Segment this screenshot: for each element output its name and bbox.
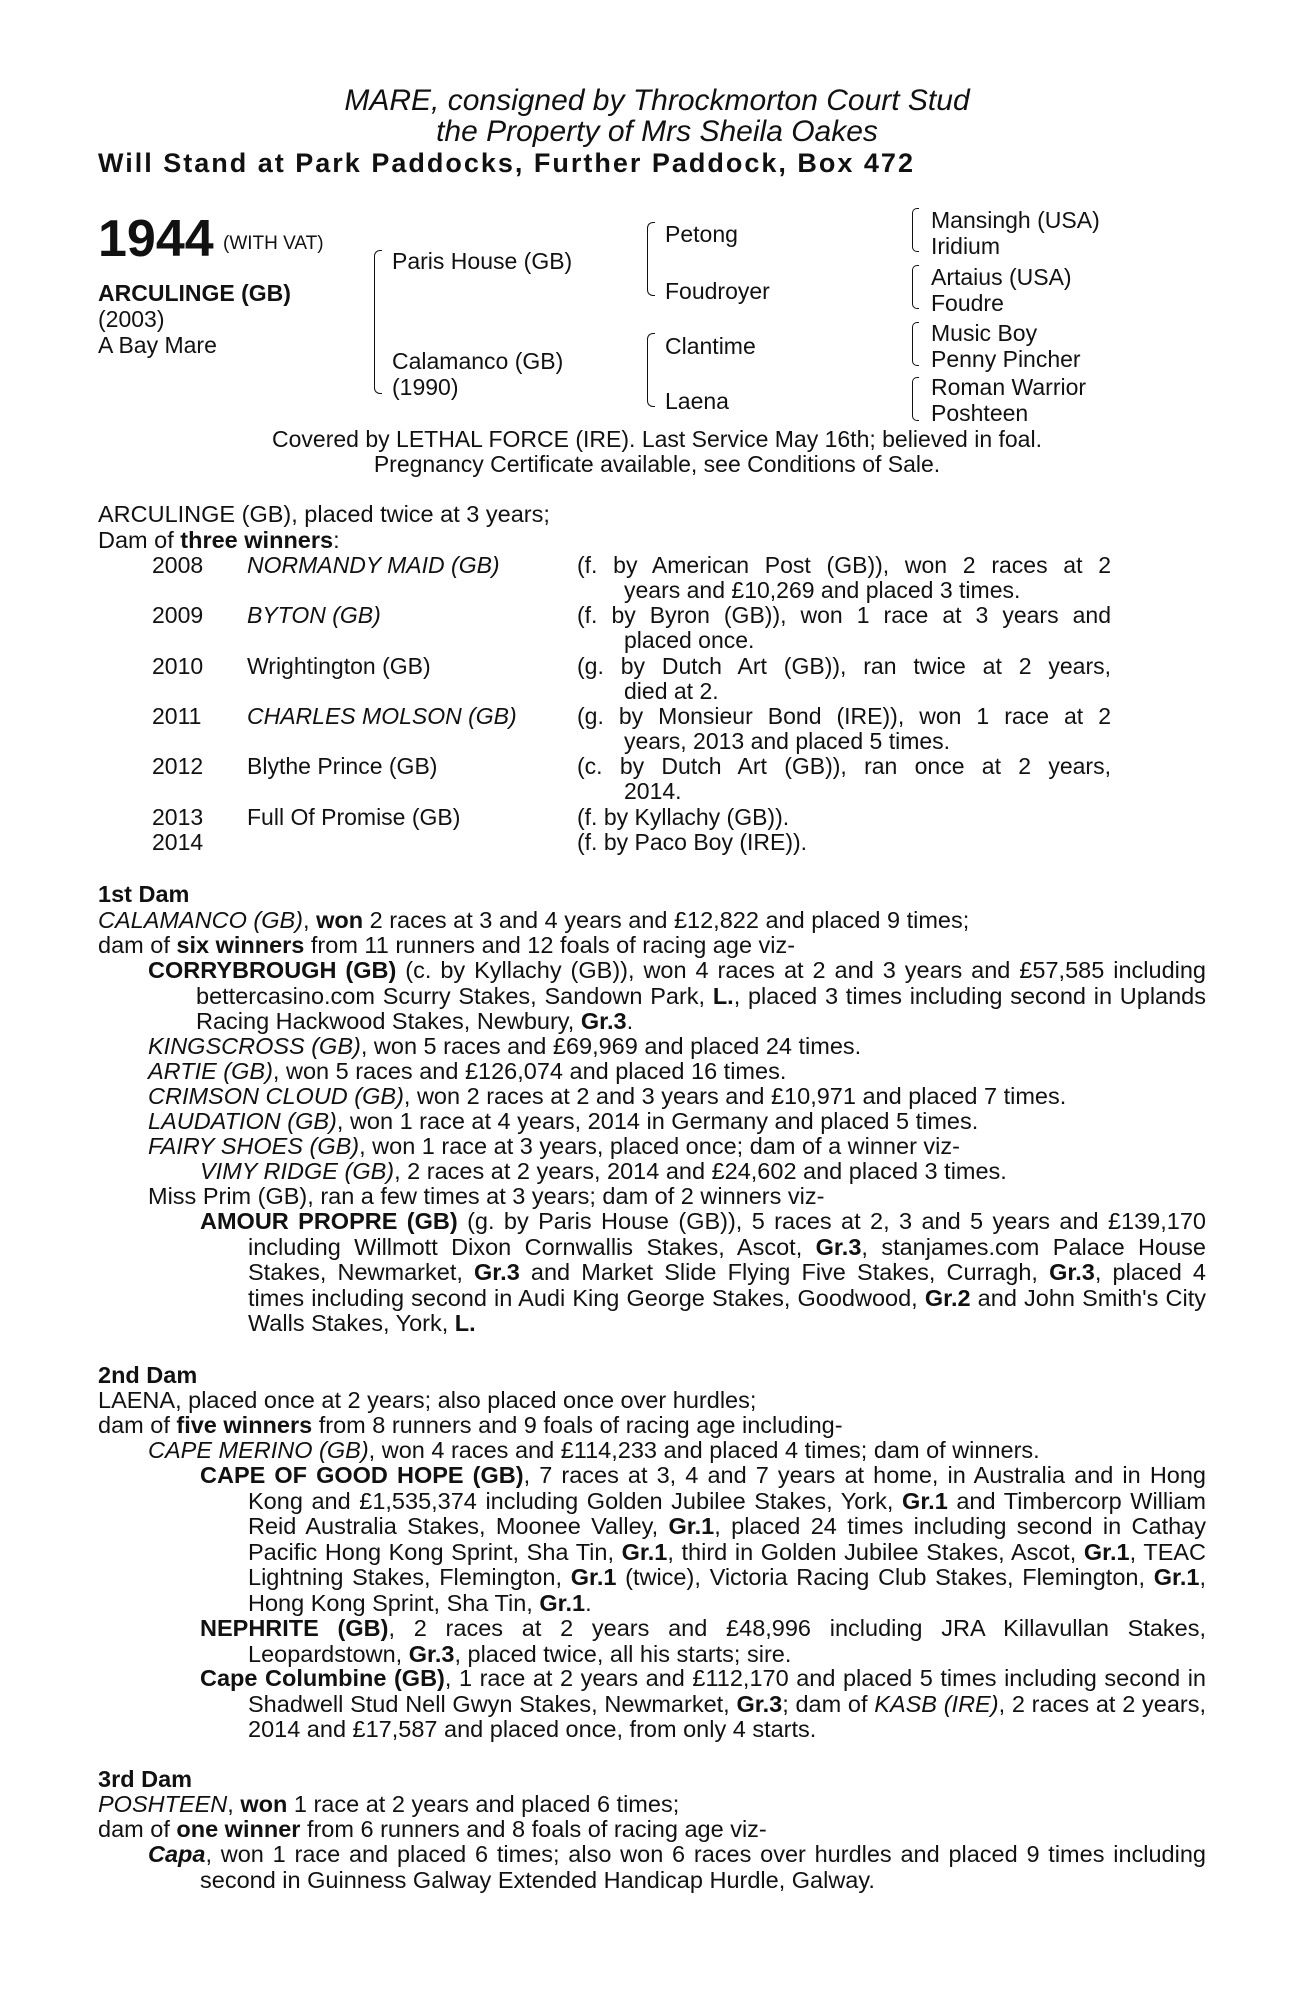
group-label: Gr.3 (815, 1233, 862, 1260)
second-dam-heading: 2nd Dam (98, 1362, 198, 1388)
produce-year: 2008 (152, 552, 204, 578)
header-line-3: Will Stand at Park Paddocks, Further Paddock, Box 472 (98, 148, 915, 178)
pedigree-brace (374, 250, 382, 394)
corrybrough-end: . (626, 1008, 634, 1034)
vat-note: (WITH VAT) (223, 233, 324, 254)
dam-of-pre: Dam of (98, 527, 181, 553)
group-label: Gr.3 (474, 1259, 520, 1285)
group-label: Gr.3 (408, 1640, 455, 1667)
separator: , (227, 1791, 241, 1817)
cgh-text-5: , TEAC Lightning Stakes, Flemington, (248, 1538, 1207, 1590)
cgh-text-7: , Hong Kong Sprint, Sha Tin, (248, 1564, 1206, 1616)
nephrite-entry (200, 1616, 1206, 1667)
record-line: ARCULINGE (GB), placed twice at 3 years; (98, 501, 550, 527)
group-label: Gr.1 (1153, 1564, 1200, 1590)
corrybrough-text: (c. by Kyllachy (GB)), won 4 races at 2 and 3 years and £57,585 including bettercasino.com Scurry Stakes, Sandown Park, (196, 957, 1206, 1009)
produce-year: 2009 (152, 602, 204, 628)
dam-of-pre: dam of (98, 1412, 177, 1438)
fairy-shoes-text: , won 1 race at 3 years, placed once; dam of a winner viz- (359, 1133, 960, 1159)
laudation-text: , won 1 race at 4 years, 2014 in Germany and placed 5 times. (336, 1108, 979, 1134)
kingscross-name: KINGSCROSS (GB) (148, 1033, 361, 1059)
produce-detail-1: (f. by Paco Boy (IRE)). (577, 829, 808, 855)
pedigree-dam-sire: Clantime (665, 333, 756, 359)
dam-of-post: from 6 runners and 8 foals of racing age viz- (300, 1816, 767, 1842)
produce-detail-1: (g. by Dutch Art (GB)), ran twice at 2 years, (577, 653, 1111, 679)
corrybrough-name: CORRYBROUGH (GB) (148, 957, 397, 983)
group-label: Gr.2 (924, 1284, 971, 1311)
dam-of-pre: dam of (98, 1816, 177, 1842)
cape-of-good-hope-entry (200, 1463, 1206, 1616)
won-label: won (316, 907, 364, 933)
nephrite-name: NEPHRITE (GB) (200, 1615, 389, 1641)
second-dam-line-2 (98, 1413, 1208, 1439)
lot-number: 1944 (98, 210, 214, 268)
pedigree-dsd: Penny Pincher (931, 346, 1081, 372)
cape-columbine-text-3: , 2 races at 2 years, 2014 and £17,587 and placed once, from only 4 starts. (248, 1690, 1207, 1742)
third-dam-line-1 (98, 1792, 1208, 1818)
listed-label: L. (712, 982, 734, 1009)
cgh-text-1: , 7 races at 3, 4 and 7 years at home, in Australia and in Hong Kong and £1,535,374 including Golden Jubilee Stakes, York, (248, 1462, 1206, 1514)
pedigree-sdd: Foudre (931, 290, 1004, 316)
second-dam-line-1: LAENA, placed once at 2 years; also placed once over hurdles; (98, 1387, 757, 1413)
group-label: Gr.1 (668, 1513, 715, 1539)
produce-detail-2: years and £10,269 and placed 3 times. (624, 577, 1021, 603)
cape-of-good-hope-name: CAPE OF GOOD HOPE (GB) (200, 1462, 524, 1488)
amour-propre-entry (200, 1209, 1206, 1337)
produce-year: 2014 (152, 829, 204, 855)
capa-entry (148, 1842, 1206, 1893)
vimy-ridge-text: , 2 races at 2 years, 2014 and £24,602 and placed 3 times. (394, 1158, 1007, 1184)
cape-columbine-name: Cape Columbine (GB) (200, 1665, 445, 1691)
dam-of-line (98, 528, 1208, 554)
first-dam-line-2 (98, 933, 1208, 959)
kingscross-entry (148, 1034, 1258, 1060)
cape-columbine-text-2: ; dam of (782, 1690, 875, 1717)
dam-of-pre: dam of (98, 932, 177, 958)
calamanco-record: 2 races at 3 and 4 years and £12,822 and placed 9 times; (363, 907, 970, 933)
won-label: won (240, 1791, 288, 1817)
cover-line-1: Covered by LETHAL FORCE (IRE). Last Service May 16th; believed in foal. (272, 426, 1042, 452)
pedigree-dam: Calamanco (GB) (392, 348, 564, 374)
artie-name: ARTIE (GB) (148, 1058, 273, 1084)
first-dam-line-1: CALAMANCO (GB), won 2 races at 3 and 4 years and £12,822 and placed 9 times; (98, 907, 970, 933)
pedigree-sire: Paris House (GB) (392, 248, 573, 274)
winners-count: six winners (176, 932, 305, 958)
amour-text-3: and Market Slide Flying Five Stakes, Curragh, (519, 1259, 1050, 1285)
cgh-text-3: , placed 24 times including second in Cathay Pacific Hong Kong Sprint, Sha Tin, (248, 1513, 1206, 1565)
group-label: Gr.1 (1083, 1538, 1130, 1565)
amour-text-1: (g. by Paris House (GB)), 5 races at 2, 3 and 5 years and £139,170 including Willmott Dixon Cornwallis Stakes, Ascot, (248, 1208, 1206, 1260)
lot-description: A Bay Mare (98, 332, 217, 358)
produce-detail-2: died at 2. (624, 678, 719, 704)
crimson-name: CRIMSON CLOUD (GB) (148, 1083, 404, 1109)
crimson-entry (148, 1084, 1258, 1110)
group-label: Gr.3 (580, 1008, 627, 1034)
brace-g4 (912, 377, 919, 421)
pedigree-sire-dam: Foudroyer (665, 278, 770, 304)
fairy-shoes-name: FAIRY SHOES (GB) (148, 1133, 360, 1159)
dam-brace (647, 333, 655, 407)
winners-count: one winner (176, 1816, 301, 1842)
nephrite-text-1: , 2 races at 2 years and £48,996 including JRA Killavullan Stakes, Leopardstown, (248, 1615, 1206, 1667)
cover-line-2: Pregnancy Certificate available, see Conditions of Sale. (373, 451, 941, 477)
amour-text-4: , placed 4 times including second in Audi King George Stakes, Goodwood, (248, 1259, 1207, 1311)
vimy-ridge-name: VIMY RIDGE (GB) (200, 1158, 395, 1184)
produce-detail-1: (f. by Byron (GB)), won 1 race at 3 years and (577, 602, 1111, 628)
third-dam-heading: 3rd Dam (98, 1766, 193, 1792)
group-label: Gr.3 (1049, 1259, 1095, 1285)
laudation-name: LAUDATION (GB) (148, 1108, 337, 1134)
capa-text: , won 1 race and placed 6 times; also won 6 races over hurdles and placed 9 times including second in Guinness Galway Extended Handicap Hurdle, Galway. (200, 1841, 1206, 1893)
pedigree-ssd: Iridium (931, 233, 1001, 259)
kingscross-text: , won 5 races and £69,969 and placed 24 times. (360, 1033, 862, 1059)
produce-detail-1: (c. by Dutch Art (GB)), ran once at 2 years, (577, 753, 1111, 779)
amour-text-2: , stanjames.com Palace House Stakes, Newmarket, (248, 1233, 1206, 1285)
produce-name: Blythe Prince (GB) (247, 753, 438, 779)
cgh-text-2: and Timbercorp William Reid Australia Stakes, Moonee Valley, (248, 1487, 1206, 1539)
cape-columbine-text-1: , 1 race at 2 years and £112,170 and placed 5 times including second in Shadwell Stud Nell Gwyn Stakes, Newmarket, (248, 1665, 1207, 1717)
amour-propre-name: AMOUR PROPRE (GB) (200, 1208, 458, 1234)
first-dam-heading: 1st Dam (98, 881, 190, 907)
produce-name: Full Of Promise (GB) (247, 804, 461, 830)
crimson-text: , won 2 races at 2 and 3 years and £10,971 and placed 7 times. (403, 1083, 1067, 1109)
fairy-shoes-entry (148, 1134, 1258, 1160)
cape-merino-name: CAPE MERINO (GB) (148, 1437, 369, 1463)
produce-detail-2: years, 2013 and placed 5 times. (624, 728, 951, 754)
group-label: Gr.1 (621, 1538, 668, 1565)
kasb-name: KASB (IRE) (874, 1690, 999, 1717)
produce-detail-2: placed once. (624, 627, 755, 653)
lot-name: ARCULINGE (GB) (98, 280, 291, 306)
produce-year: 2012 (152, 753, 204, 779)
group-label: Gr.1 (902, 1487, 948, 1514)
produce-name: NORMANDY MAID (GB) (247, 552, 500, 578)
produce-detail-1: (f. by Kyllachy (GB)). (577, 804, 790, 830)
third-dam-line-2 (98, 1817, 1208, 1843)
capa-name: Capa (148, 1841, 206, 1867)
group-label: Gr.3 (736, 1690, 783, 1717)
cape-merino-entry (148, 1438, 1258, 1464)
miss-prim-entry: Miss Prim (GB), ran a few times at 3 years; dam of 2 winners viz- (148, 1183, 825, 1209)
cgh-text-4: , third in Golden Jubilee Stakes, Ascot, (667, 1538, 1084, 1565)
pedigree-ddd: Poshteen (931, 400, 1029, 426)
artie-text: , won 5 races and £126,074 and placed 16 times. (272, 1058, 787, 1084)
pedigree-dam-year: (1990) (392, 374, 459, 400)
brace-g2 (912, 265, 919, 309)
produce-year: 2011 (152, 703, 202, 729)
dam-of-post: from 8 runners and 9 foals of racing age including- (312, 1412, 843, 1438)
artie-entry (148, 1059, 1258, 1085)
brace-g3 (912, 322, 919, 366)
produce-name: Wrightington (GB) (247, 653, 431, 679)
corrybrough-entry (148, 958, 1206, 1035)
dam-of-post: from 11 runners and 12 foals of racing age viz- (304, 932, 796, 958)
produce-detail-2: 2014. (624, 778, 682, 804)
produce-year: 2013 (152, 804, 204, 830)
produce-name: BYTON (GB) (247, 602, 381, 628)
header-line-2: the Property of Mrs Sheila Oakes (436, 115, 878, 148)
pedigree-sire-sire: Petong (665, 221, 738, 247)
amour-text-5: and John Smith's City Walls Stakes, York, (248, 1284, 1207, 1336)
group-label: Gr.1 (570, 1564, 617, 1590)
brace-g1 (912, 208, 919, 252)
lot-year: (2003) (98, 306, 165, 332)
cgh-end: . (585, 1589, 592, 1616)
dam-of-post: : (333, 527, 340, 553)
poshteen-name: POSHTEEN (98, 1791, 228, 1817)
laudation-entry (148, 1109, 1258, 1135)
cape-merino-text: , won 4 races and £114,233 and placed 4 times; dam of winners. (368, 1437, 1040, 1463)
listed-label: L. (454, 1310, 476, 1336)
calamanco-name: CALAMANCO (GB) (98, 907, 303, 933)
produce-detail-1: (f. by American Post (GB)), won 2 races at 2 (577, 552, 1111, 578)
pedigree-dam-dam: Laena (665, 388, 729, 414)
produce-name: CHARLES MOLSON (GB) (247, 703, 517, 729)
dam-of-bold: three winners (180, 527, 334, 553)
winners-count: five winners (176, 1412, 313, 1438)
pedigree-dds: Roman Warrior (931, 374, 1087, 400)
produce-detail-1: (g. by Monsieur Bond (IRE)), won 1 race at 2 (577, 703, 1111, 729)
poshteen-record: 1 race at 2 years and placed 6 times; (287, 1791, 680, 1817)
vimy-ridge-entry (200, 1159, 1310, 1185)
sire-brace (647, 222, 655, 296)
cape-columbine-entry (200, 1666, 1206, 1743)
nephrite-text-2: , placed twice, all his starts; sire. (454, 1640, 792, 1667)
pedigree-sds: Artaius (USA) (931, 264, 1072, 290)
header-line-1: MARE, consigned by Throckmorton Court Stud (344, 84, 970, 117)
produce-year: 2010 (152, 653, 204, 679)
pedigree-sss: Mansingh (USA) (931, 207, 1100, 233)
corrybrough-text-2: , placed 3 times including second in Uplands Racing Hackwood Stakes, Newbury, (196, 982, 1206, 1034)
pedigree-dss: Music Boy (931, 320, 1038, 346)
cgh-text-6: (twice), Victoria Racing Club Stakes, Flemington, (616, 1564, 1154, 1590)
group-label: Gr.1 (539, 1589, 586, 1616)
